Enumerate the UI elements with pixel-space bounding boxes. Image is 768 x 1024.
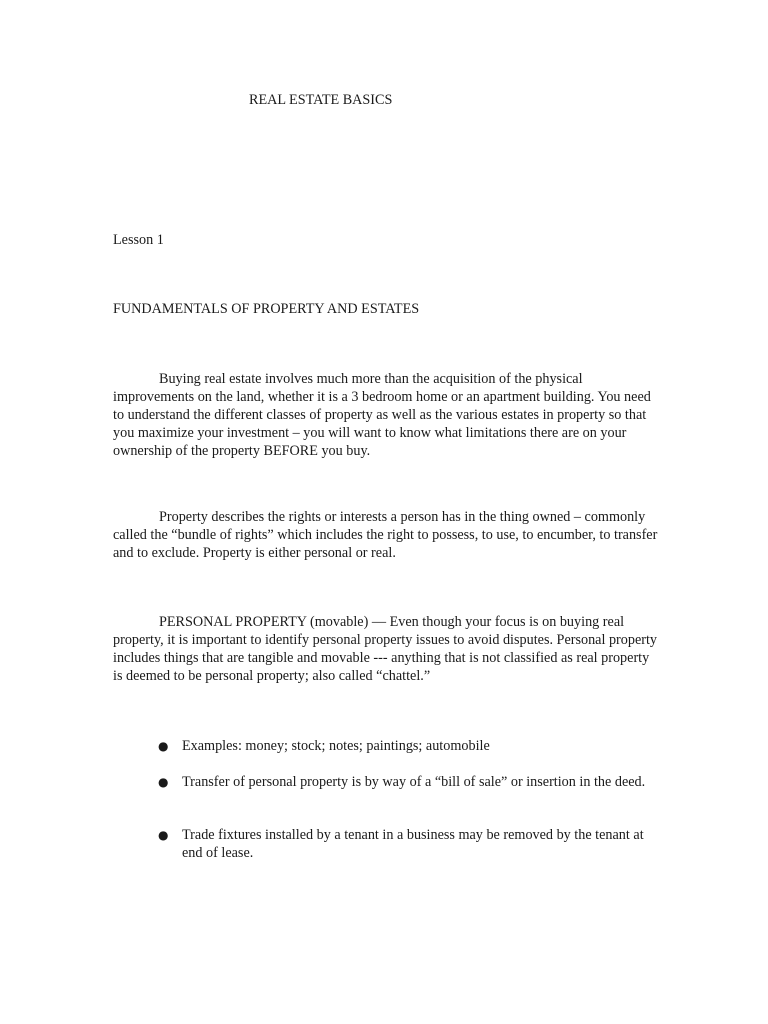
list-item — [158, 737, 658, 755]
list-item-text: Examples: money; stock; notes; paintings; automobile — [182, 738, 490, 754]
list-item — [158, 826, 658, 862]
bullet-icon: ● — [158, 828, 169, 842]
paragraph-personal-property-text: PERSONAL PROPERTY (movable) — Even though your focus is on buying real property, it is important to identify personal property issues to avoid disputes. Personal property includes things that are tangible and movable --- anything that is not classified as real property is deemed to be personal property; also called “chattel.” — [113, 614, 658, 684]
bullet-icon: ● — [158, 775, 169, 789]
lesson-label: Lesson 1 — [113, 232, 164, 248]
paragraph-property-definition-text: Property describes the rights or interests a person has in the thing owned – commonly called the “bundle of rights” which includes the right to possess, to use, to encumber, to transfer and to exclude. Property is either personal or real. — [113, 509, 658, 561]
paragraph-intro — [113, 370, 658, 460]
section-heading: FUNDAMENTALS OF PROPERTY AND ESTATES — [113, 301, 420, 317]
document-title: REAL ESTATE BASICS — [249, 92, 393, 108]
paragraph-personal-property — [113, 613, 658, 685]
paragraph-intro-text: Buying real estate involves much more than the acquisition of the physical improvements on the land, whether it is a 3 bedroom home or an apartment building. You need to understand the different classes of property as well as the various estates in property so that you maximize your investment – you will want to know what limitations there are on your ownership of the property BEFORE you buy. — [113, 371, 651, 459]
bullet-icon: ● — [158, 739, 169, 753]
list-item-text: Transfer of personal property is by way of a “bill of sale” or insertion in the deed. — [182, 774, 646, 790]
list-item-text: Trade fixtures installed by a tenant in a business may be removed by the tenant at end of lease. — [182, 827, 644, 861]
list-item — [158, 773, 658, 791]
paragraph-property-definition — [113, 508, 658, 562]
